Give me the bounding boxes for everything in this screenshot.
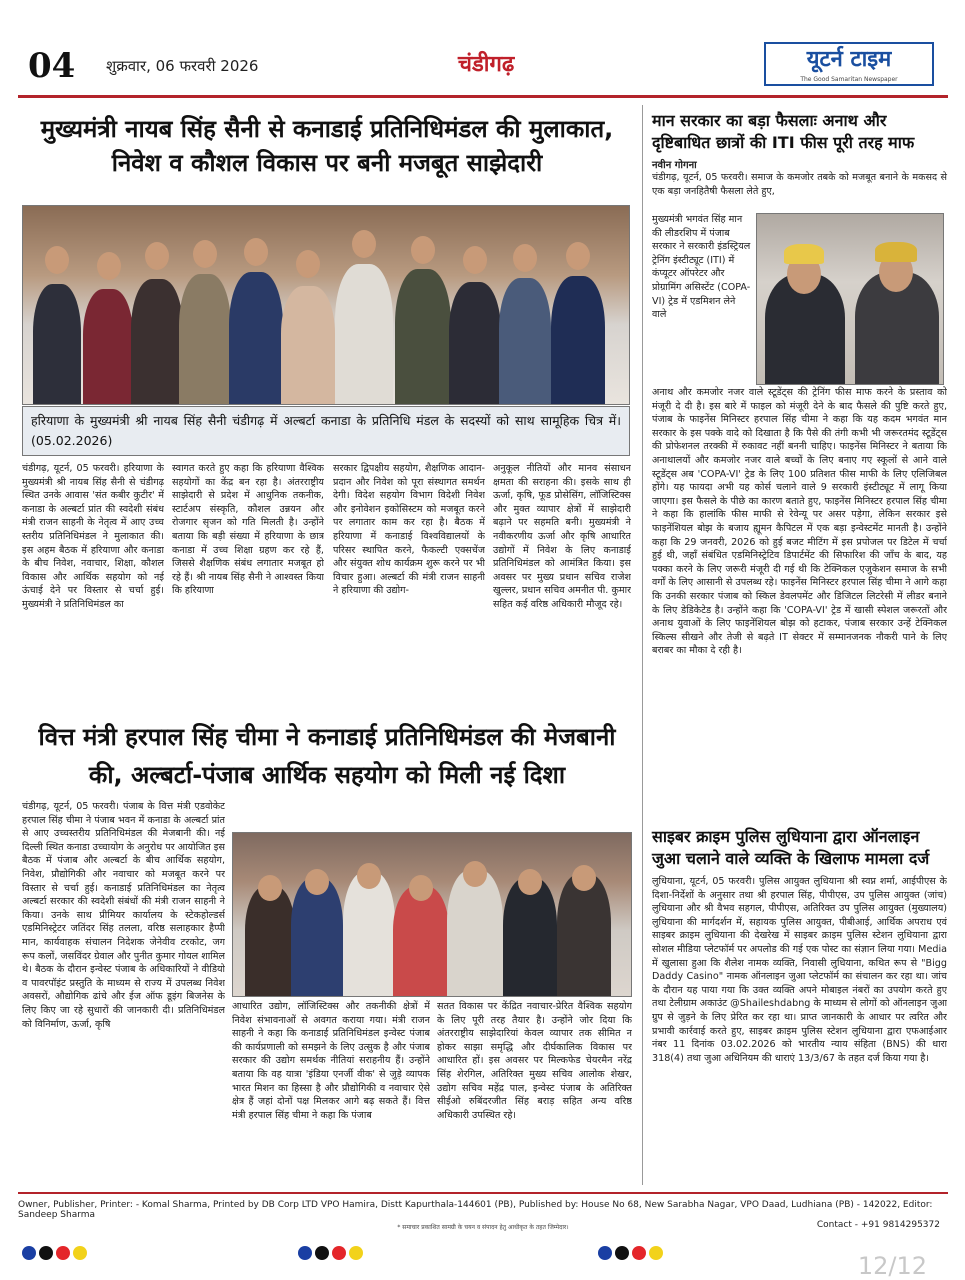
story1-photo-caption: हरियाणा के मुख्यमंत्री श्री नायब सिंह सैनी चंडीगढ़ में अल्बर्टा कनाडा के प्रतिनिधि मंडल के सदस्यों को साथ सामूहिक चित्र में। (05.02.2026)	[22, 406, 630, 456]
masthead	[18, 40, 948, 98]
logo-text-b: टाइम	[842, 47, 892, 72]
story1-column-4: अनुकूल नीतियों और मानव संसाधन क्षमता की सराहना की। इसके साथ ही ऊर्जा, कृषि, फूड प्रोसेसिंग, लॉजिस्टिक्स और मुक्त व्यापार क्षेत्रों में साझेदारी बढ़ाने पर सहमति बनी। मुख्यमंत्री ने नवीकरणीय ऊर्जा और कृषि आधारित उद्योगों में निवेश के लिए कनाडाई प्रतिनिधिमंडल को आमंत्रित किया। इस अवसर पर मुख्य प्रधान सचिव राजेश खुल्लर, प्रधान सचिव अमनीत पी. कुमार सहित कई वरिष्ठ अधिकारी मौजूद रहे।	[493, 463, 631, 610]
registration-marks-3	[598, 1246, 663, 1260]
story3-body: अनाथ और कमजोर नजर वाले स्टूडेंट्स की ट्रेनिंग फीस माफ करने के प्रस्ताव को मंजूरी दे दी है। इस बारे में फाइल को मंजूरी देने के बाद फैसले की पुष्टि करते हुए, पंजाब के फाइनेंस मिनिस्टर हरपाल सिंह चीमा ने कहा कि यह कदम भगवंत मान सरकार के इस पक्के वादे को दिखाता है कि पैसे की तंगी कभी भी जरूरतमंद स्टूडेंट्स की प्रोफेशनल तरक्की में रुकावट नहीं बननी चाहिए। फाइनेंस मिनिस्टर ने बताया कि अनाथालयों और कमजोर नजर वाले बच्चों के लिए बनाए गए स्कूलों से आने वाले स्टूडेंट्स अब 'COPA-VI' ट्रेड के लिए 100 प्रतिशत फीस माफी के लिए एलिजिबल होंगे। यह फायदा अभी यह कोर्स चलाने वाले 9 सरकारी इंस्टीट्यूट में लागू किया जाएगा। इस फैसले के पीछे का कारण बताते हुए, फाइनेंस मिनिस्टर हरपाल सिंह चीमा ने कहा कि हालांकि फीस माफी से रेवेन्यू पर असर पड़ेगा, लेकिन सरकार इसे फाइनेंशियल बोझ के बजाय ह्यूमन कैपिटल में एक बड़ा इन्वेस्टमेंट मानती है। उन्होंने कहा कि 29 जनवरी, 2026 को हुई बजट मीटिंग में इस प्रपोजल पर डिटेल में चर्चा हुई थी, जहाँ संबंधित एडमिनिस्ट्रेटिव डिपार्टमेंट की सिफारिश की जाँच के बाद, यह पक्का करने के लिए जरूरी मंजूरी दी गई थी कि टेक्निकल एजुकेशन समाज के सभी वर्गों के लिए आसानी से उपलब्ध रहे। फाइनेंस मिनिस्टर हरपाल सिंह चीमा ने आगे कहा कि उनकी सरकार पंजाब को स्किल डेवलपमेंट और डिजिटल लिटरेसी में लीडर बनाने के लिए डेडिकेटेड है। उन्होंने कहा कि 'COPA-VI' ट्रेड में खासी स्पेशल जरूरतों और अनाथ युवाओं के लिए फाइनेंशियल बोझ को हटाकर, पंजाब सरकार उन्हें टेक्निकल स्किल्स सीखने और तेजी से बढ़ते IT सेक्टर में सम्मानजनक नौकरी पाने के लिए बराबर का मौका दे रही है।	[652, 387, 947, 657]
edition-city: चंडीगढ़	[458, 52, 515, 77]
registration-marks-2	[298, 1246, 363, 1260]
viewer-page-indicator: 12/12	[857, 1252, 927, 1280]
story3-intro: चंडीगढ़, यूटर्न, 05 फरवरी। समाज के कमजोर तबके को मजबूत बनाने के मकसद से एक बड़ा जनहितैषी फैसला लेते हुए,	[652, 172, 947, 197]
contact-line: Contact - +91 9814295372	[816, 1220, 940, 1230]
disclaimer-line: * समाचार प्रकाशित सामग्री के चयन व संपादन हेतु आधीकृत के तहत जिम्मेदार।	[397, 1224, 569, 1231]
page-number: 04	[28, 46, 76, 86]
logo-text-a: यूटर्न	[806, 47, 843, 72]
story3-headline: मान सरकार का बड़ा फैसलाः अनाथ और दृष्टिबाधित छात्रों की ITI फीस पूरी तरह माफ	[652, 111, 915, 152]
story4-body: लुधियाना, यूटर्न, 05 फरवरी। पुलिस आयुक्त लुधियाना श्री स्वप्न शर्मा, आईपीएस के दिशा-निर्देशों के अनुसार तथा श्री हरपाल सिंह, पीपीएस, उप पुलिस आयुक्त (जांच) लुधियाना और श्री वैभव सहगल, पीपीएस, अतिरिक्त उप पुलिस आयुक्त (मुख्यालय) लुधियाना की मार्गदर्शन में, सहायक पुलिस आयुक्त, पीबीआई, आर्थिक अपराध एवं साइबर क्राइम लुधियाना की देखरेख में साइबर क्राइम पुलिस स्टेशन लुधियाना द्वारा सोशल मीडिया प्लेटफॉर्म पर अपलोड की गई एक पोस्ट का संज्ञान लिया गया। Media में खुलासा हुआ कि शैलेश नामक व्यक्ति, निवासी लुधियाना, कथित रूप से "Bigg Daddy Casino" नामक ऑनलाइन जुआ प्लेटफॉर्म का संचालन कर रहा था। जांच के दौरान यह पाया गया कि उक्त व्यक्ति अपने मोबाइल नंबरों का उपयोग करते हुए तथा टेलीग्राम अकाउंट @Shaileshdabng के माध्यम से लोगों को ऑनलाइन जुआ ग्रुप से जुड़ने के लिए प्रेरित कर रहा था। प्राप्त जानकारी के आधार पर त्वरित और प्रभावी कार्रवाई करते हुए, साइबर क्राइम पुलिस स्टेशन लुधियाना द्वारा एफआईआर नंबर 11 दिनांक 03.02.2026 को भारतीय न्याय संहिता (BNS) की धारा 318(4) तथा जुआ अधिनियम की धाराएं 13/3/67 के तहत दर्ज किया गया है।	[652, 876, 947, 1064]
newspaper-logo	[764, 42, 934, 86]
story1-group-photo	[22, 205, 630, 405]
column-divider	[642, 105, 643, 1185]
story2-headline: वित्त मंत्री हरपाल सिंह चीमा ने कनाडाई प्रतिनिधिमंडल की मेजबानी की, अल्बर्टा-पंजाब आर्थिक सहयोग को मिली नई दिशा	[38, 723, 616, 789]
story1-column-2: स्वागत करते हुए कहा कि हरियाणा वैश्विक सहयोगों का केंद्र बन रहा है। अंतरराष्ट्रीय साझेदारी से प्रदेश में आधुनिक तकनीक, स्टार्टअप संस्कृति, कौशल उन्नयन और रोजगार सृजन को गति मिलती है। उन्होंने बताया कि बड़ी संख्या में हरियाणा के छात्र कनाडा में उच्च शिक्षा ग्रहण कर रहे हैं, जिससे शैक्षणिक संबंध लगातार मजबूत हो रहे हैं। श्री नायब सिंह सैनी ने आश्वस्त किया कि हरियाणा	[172, 463, 324, 597]
imprint-line: Owner, Publisher, Printer: - Komal Sharma, Printed by DB Corp LTD VPO Hamira, Distt Kapurthala-144601 (PB), Published by: House No 68, New Sarabha Nagar, VPO Daad, Ludhiana (PB) - 142022, Editor: Sandeep Sharma	[18, 1200, 933, 1220]
story3-byline: नवीन गोगना	[652, 160, 697, 171]
story3-portrait-photo	[756, 213, 944, 385]
story1-headline: मुख्यमंत्री नायब सिंह सैनी से कनाडाई प्रतिनिधिमंडल की मुलाकात, निवेश व कौशल विकास पर बनी मजबूत साझेदारी	[40, 115, 614, 177]
registration-marks-1	[22, 1246, 87, 1260]
story2-column-1: चंडीगढ़, यूटर्न, 05 फरवरी। पंजाब के वित्त मंत्री एडवोकेट हरपाल सिंह चीमा ने पंजाब भवन में कनाडा के अल्बर्टा प्रांत से आए उच्चस्तरीय प्रतिनिधिमंडल की मेजबानी की। नई दिल्ली स्थित कनाडा उच्चायोग के अनुरोध पर आयोजित इस बैठक में पंजाब और अल्बर्टा के बीच आर्थिक सहयोग, निवेश, प्रौद्योगिकी और नवाचार को मजबूत करने पर विस्तार से चर्चा हुई। कनाडाई प्रतिनिधिमंडल का नेतृत्व अल्बर्टा सरकार की स्वदेशी संबंधों की मंत्री राजन साहनी ने किया। उनके साथ प्रीमियर कार्यालय के स्टेकहोल्डर्स एडमिनिस्ट्रेटर जतिंदर सिंह तलला, वरिष्ठ सलाहकार हैप्पी मान, कार्यवाहक संचालन निदेशक जेनेवीव टरकोट, जग रूप कलों, जसविंदर ग्रेवाल और पुनीत कुमार गोयल शामिल थे। बैठक के दौरान इन्वेस्ट पंजाब के अधिकारियों ने वीडियो व पावरपॉइंट प्रस्तुति के माध्यम से राज्य में उपलब्ध निवेश अवसरों, औद्योगिक ढांचे और ईज ऑफ डूइंग बिजनेस के लिए किए जा रहे सुधारों की जानकारी दी। प्रतिनिधिमंडल को विनिर्माण, ऊर्जा, कृषि	[22, 801, 225, 1030]
issue-date: शुक्रवार, 06 फरवरी 2026	[106, 57, 259, 75]
story2-group-photo	[232, 832, 632, 997]
story2-column-3: सतत विकास पर केंद्रित नवाचार-प्रेरित वैश्विक सहयोग के लिए पूरी तरह तैयार है। उन्होंने जोर दिया कि अंतरराष्ट्रीय साझेदारियां केवल व्यापार तक सीमित न होकर साझा समृद्धि और दीर्घकालिक विकास पर आधारित हों। इस अवसर पर मिल्कफेड चेयरमैन नरेंद्र सिंह शेरगिल, अतिरिक्त मुख्य सचिव आलोक शेखर, उद्योग सचिव महेंद्र पाल, इन्वेस्ट पंजाब के अतिरिक्त सीईओ रुबिंदरजीत सिंह बराड़ सहित अन्य वरिष्ठ अधिकारी उपस्थित रहे।	[437, 1001, 632, 1121]
story4-headline: साइबर क्राइम पुलिस लुधियाना द्वारा ऑनलाइन जुआ चलाने वाले व्यक्ति के खिलाफ मामला दर्ज	[652, 827, 930, 868]
story1-column-1: चंडीगढ़, यूटर्न, 05 फरवरी। हरियाणा के मुख्यमंत्री श्री नायब सिंह सैनी से चंडीगढ़ स्थित उनके आवास 'संत कबीर कुटीर' में कनाडा के अल्बर्टा प्रांत की स्वदेशी संबंध मंत्री राजन साहनी के नेतृत्व में आए उच्च स्तरीय प्रतिनिधिमंडल ने मुलाकात की। इस अहम बैठक में हरियाणा और कनाडा के बीच निवेश, नवाचार, शिक्षा, कौशल विकास और आर्थिक सहयोग को नई ऊंचाई देने पर विस्तार से चर्चा हुई। मुख्यमंत्री ने प्रतिनिधिमंडल का	[22, 463, 164, 610]
logo-tagline: The Good Samaritan Newspaper	[800, 76, 898, 83]
story2-column-2: आधारित उद्योग, लॉजिस्टिक्स और तकनीकी क्षेत्रों में निवेश संभावनाओं से अवगत कराया गया। मंत्री राजन साहनी ने कहा कि कनाडाई प्रतिनिधिमंडल इन्वेस्ट पंजाब की कार्यप्रणाली को समझने के लिए उत्सुक है और पंजाब सरकार की उद्योग समर्थक नीतियां सराहनीय हैं। उन्होंने बताया कि वह यात्रा 'इंडिया एनर्जी वीक' से जुड़े व्यापक भारत मिशन का हिस्सा है और प्रौद्योगिकी व नवाचार ऐसे क्षेत्र हैं जहां दोनों पक्ष मिलकर आगे बढ़ सकते हैं। वित्त मंत्री हरपाल सिंह चीमा ने कहा कि पंजाब	[232, 1001, 430, 1121]
story1-column-3: सरकार द्विपक्षीय सहयोग, शैक्षणिक आदान-प्रदान और निवेश को पूरा संस्थागत समर्थन देगी। विदेश सहयोग विभाग विदेशी निवेश और इनोवेशन इकोसिस्टम को मजबूत करने पर लगातार काम कर रहा है। बैठक में हरियाणा में कनाडाई विश्वविद्यालयों के परिसर स्थापित करने, फैकल्टी एक्सचेंज और संयुक्त शोध कार्यक्रम शुरू करने पर भी विचार हुआ। अल्बर्टा की मंत्री राजन साहनी ने हरियाणा की उद्योग-	[333, 463, 485, 597]
story3-side-text: मुख्यमंत्री भगवंत सिंह मान की लीडरशिप में पंजाब सरकार ने सरकारी इंडस्ट्रियल ट्रेनिंग इंस्टीट्यूट (ITI) में कंप्यूटर ऑपरेटर और प्रोग्रामिंग असिस्टेंट (COPA-VI) ट्रेड में एडमिशन लेने वाले	[652, 214, 751, 321]
imprint-footer	[18, 1192, 948, 1231]
